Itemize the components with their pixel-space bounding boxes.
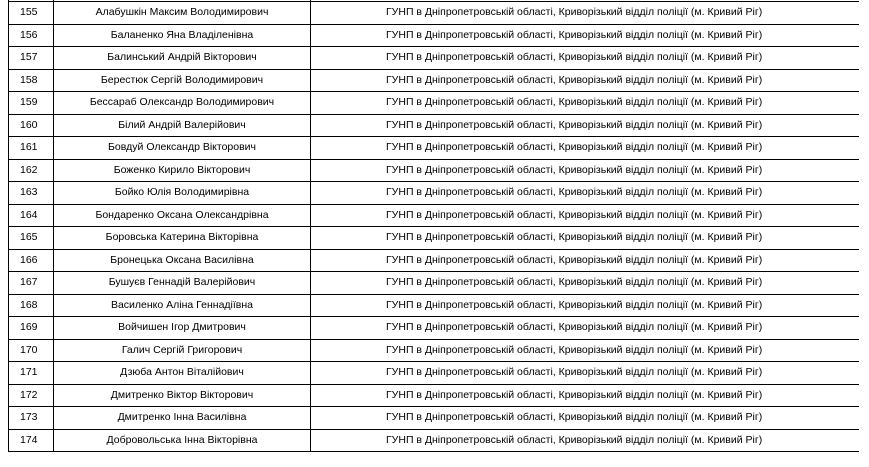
police-unit: ГУНП в Дніпропетровській області, Криворізький відділ поліції (м. Кривий Ріг) (311, 384, 860, 407)
table-row (9, 24, 860, 47)
table-row (9, 384, 860, 407)
row-number: 163 (9, 182, 54, 205)
police-unit: ГУНП в Дніпропетровській області, Криворізький відділ поліції (м. Кривий Ріг) (311, 182, 860, 205)
person-name: Боровська Катерина Вікторівна (54, 227, 311, 250)
row-number: 160 (9, 114, 54, 137)
table-row (9, 182, 860, 205)
personnel-table (8, 0, 859, 452)
person-name: Алабушкін Максим Володимирович (54, 2, 311, 25)
table-row (9, 317, 860, 340)
table-row (9, 2, 860, 25)
document-sheet (8, 0, 859, 467)
row-number: 162 (9, 159, 54, 182)
person-name: Баланенко Яна Владіленівна (54, 24, 311, 47)
row-number: 167 (9, 272, 54, 295)
row-number: 155 (9, 2, 54, 25)
police-unit: ГУНП в Дніпропетровській області, Криворізький відділ поліції (м. Кривий Ріг) (311, 317, 860, 340)
police-unit: ГУНП в Дніпропетровській області, Криворізький відділ поліції (м. Кривий Ріг) (311, 227, 860, 250)
table-row (9, 69, 860, 92)
person-name: Добровольська Інна Вікторівна (54, 429, 311, 452)
police-unit: ГУНП в Дніпропетровській області, Криворізький відділ поліції (м. Кривий Ріг) (311, 92, 860, 115)
police-unit: ГУНП в Дніпропетровській області, Криворізький відділ поліції (м. Кривий Ріг) (311, 2, 860, 25)
person-name: Галич Сергій Григорович (54, 339, 311, 362)
table-row (9, 429, 860, 452)
person-name: Білий Андрій Валерійович (54, 114, 311, 137)
person-name: Берестюк Сергій Володимирович (54, 69, 311, 92)
row-number: 169 (9, 317, 54, 340)
row-number: 172 (9, 384, 54, 407)
person-name: Балинський Андрій Вікторович (54, 47, 311, 70)
row-number: 170 (9, 339, 54, 362)
person-name: Боженко Кирило Вікторович (54, 159, 311, 182)
table-row (9, 47, 860, 70)
person-name: Дзюба Антон Віталійович (54, 362, 311, 385)
table-row (9, 114, 860, 137)
person-name: Бондаренко Оксана Олександрівна (54, 204, 311, 227)
table-row (9, 204, 860, 227)
person-name: Дмитренко Віктор Вікторович (54, 384, 311, 407)
row-number: 159 (9, 92, 54, 115)
row-number: 166 (9, 249, 54, 272)
table-row (9, 407, 860, 430)
police-unit: ГУНП в Дніпропетровській області, Криворізький відділ поліції (м. Кривий Ріг) (311, 249, 860, 272)
table-row (9, 249, 860, 272)
row-number: 168 (9, 294, 54, 317)
table-row (9, 294, 860, 317)
table-row (9, 137, 860, 160)
police-unit: ГУНП в Дніпропетровській області, Криворізький відділ поліції (м. Кривий Ріг) (311, 407, 860, 430)
table-row (9, 159, 860, 182)
police-unit: ГУНП в Дніпропетровській області, Криворізький відділ поліції (м. Кривий Ріг) (311, 362, 860, 385)
police-unit: ГУНП в Дніпропетровській області, Криворізький відділ поліції (м. Кривий Ріг) (311, 159, 860, 182)
row-number: 171 (9, 362, 54, 385)
person-name: Бронецька Оксана Василівна (54, 249, 311, 272)
table-row (9, 227, 860, 250)
row-number: 157 (9, 47, 54, 70)
police-unit: ГУНП в Дніпропетровській області, Криворізький відділ поліції (м. Кривий Ріг) (311, 47, 860, 70)
person-name: Войчишен Ігор Дмитрович (54, 317, 311, 340)
person-name: Бовдуй Олександр Вікторович (54, 137, 311, 160)
police-unit: ГУНП в Дніпропетровській області, Криворізький відділ поліції (м. Кривий Ріг) (311, 24, 860, 47)
person-name: Бушуєв Геннадій Валерійович (54, 272, 311, 295)
row-number: 173 (9, 407, 54, 430)
police-unit: ГУНП в Дніпропетровській області, Криворізький відділ поліції (м. Кривий Ріг) (311, 204, 860, 227)
person-name: Бессараб Олександр Володимирович (54, 92, 311, 115)
person-name: Василенко Аліна Геннадіївна (54, 294, 311, 317)
person-name: Бойко Юлія Володимирівна (54, 182, 311, 205)
police-unit: ГУНП в Дніпропетровській області, Криворізький відділ поліції (м. Кривий Ріг) (311, 114, 860, 137)
personnel-table-body (9, 0, 860, 452)
table-row (9, 272, 860, 295)
police-unit: ГУНП в Дніпропетровській області, Криворізький відділ поліції (м. Кривий Ріг) (311, 294, 860, 317)
police-unit: ГУНП в Дніпропетровській області, Криворізький відділ поліції (м. Кривий Ріг) (311, 137, 860, 160)
row-number: 164 (9, 204, 54, 227)
row-number: 158 (9, 69, 54, 92)
row-number: 156 (9, 24, 54, 47)
police-unit: ГУНП в Дніпропетровській області, Криворізький відділ поліції (м. Кривий Ріг) (311, 429, 860, 452)
row-number: 161 (9, 137, 54, 160)
table-row (9, 362, 860, 385)
row-number: 174 (9, 429, 54, 452)
person-name: Дмитренко Інна Василівна (54, 407, 311, 430)
table-row (9, 339, 860, 362)
table-row (9, 92, 860, 115)
police-unit: ГУНП в Дніпропетровській області, Криворізький відділ поліції (м. Кривий Ріг) (311, 69, 860, 92)
police-unit: ГУНП в Дніпропетровській області, Криворізький відділ поліції (м. Кривий Ріг) (311, 339, 860, 362)
row-number: 165 (9, 227, 54, 250)
police-unit: ГУНП в Дніпропетровській області, Криворізький відділ поліції (м. Кривий Ріг) (311, 272, 860, 295)
